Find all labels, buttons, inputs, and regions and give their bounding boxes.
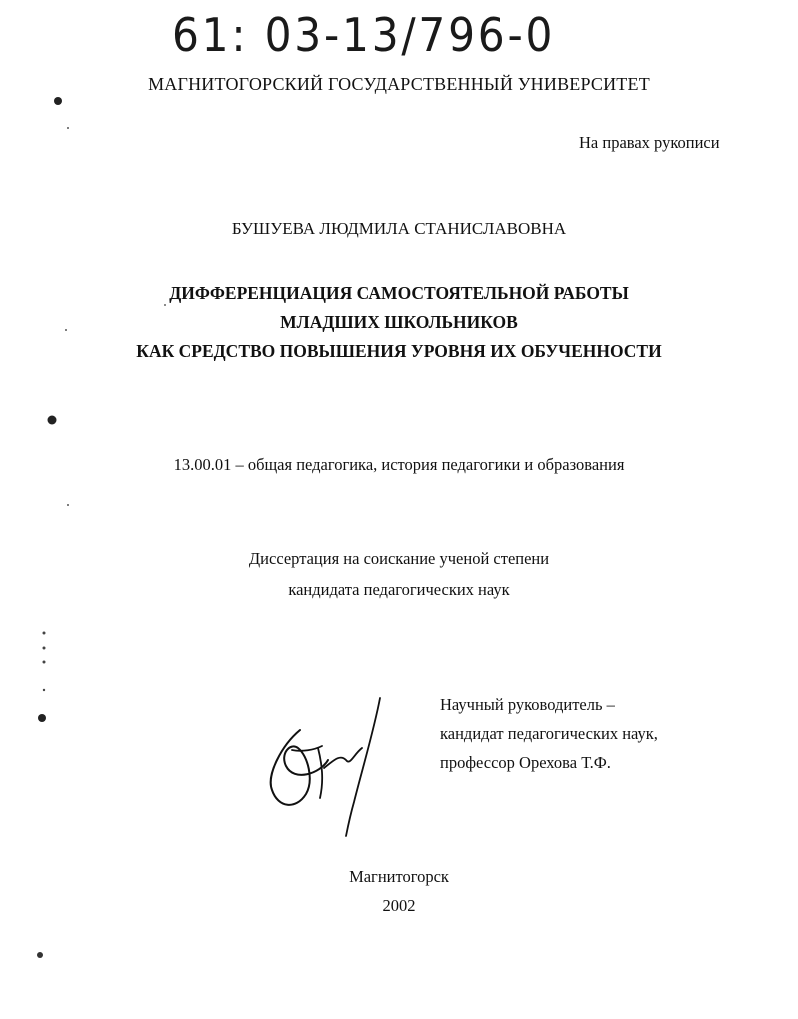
supervisor-line-3: профессор Орехова Т.Ф. bbox=[440, 753, 611, 772]
thesis-line-2: кандидата педагогических наук bbox=[288, 580, 510, 599]
supervisor-block bbox=[440, 690, 658, 777]
handwritten-inventory-number: 61: 03-13/796-0 bbox=[172, 8, 556, 62]
city-name: Магнитогорск bbox=[349, 867, 449, 886]
title-line-2: МЛАДШИХ ШКОЛЬНИКОВ bbox=[280, 312, 518, 332]
manuscript-rights-note: На правах рукописи bbox=[579, 133, 720, 152]
title-line-1: ДИФФЕРЕНЦИАЦИЯ САМОСТОЯТЕЛЬНОЙ РАБОТЫ bbox=[169, 283, 629, 303]
thesis-degree-statement bbox=[0, 543, 798, 605]
dissertation-title bbox=[0, 279, 798, 366]
author-name: БУШУЕВА ЛЮДМИЛА СТАНИСЛАВОВНА bbox=[231, 219, 567, 238]
handwritten-signature-icon bbox=[262, 690, 392, 840]
university-name: МАГНИТОГОРСКИЙ ГОСУДАРСТВЕННЫЙ УНИВЕРСИТЕТ bbox=[148, 74, 650, 94]
publication-year: 2002 bbox=[382, 896, 416, 915]
supervisor-line-2: кандидат педагогических наук, bbox=[440, 724, 658, 743]
thesis-line-1: Диссертация на соискание ученой степени bbox=[248, 549, 550, 568]
publication-place-year bbox=[0, 862, 798, 920]
supervisor-line-1: Научный руководитель – bbox=[440, 695, 615, 714]
title-line-3: КАК СРЕДСТВО ПОВЫШЕНИЯ УРОВНЯ ИХ ОБУЧЕННОСТИ bbox=[136, 341, 662, 361]
specialty-code: 13.00.01 – общая педагогика, история педагогики и образования bbox=[173, 455, 625, 474]
